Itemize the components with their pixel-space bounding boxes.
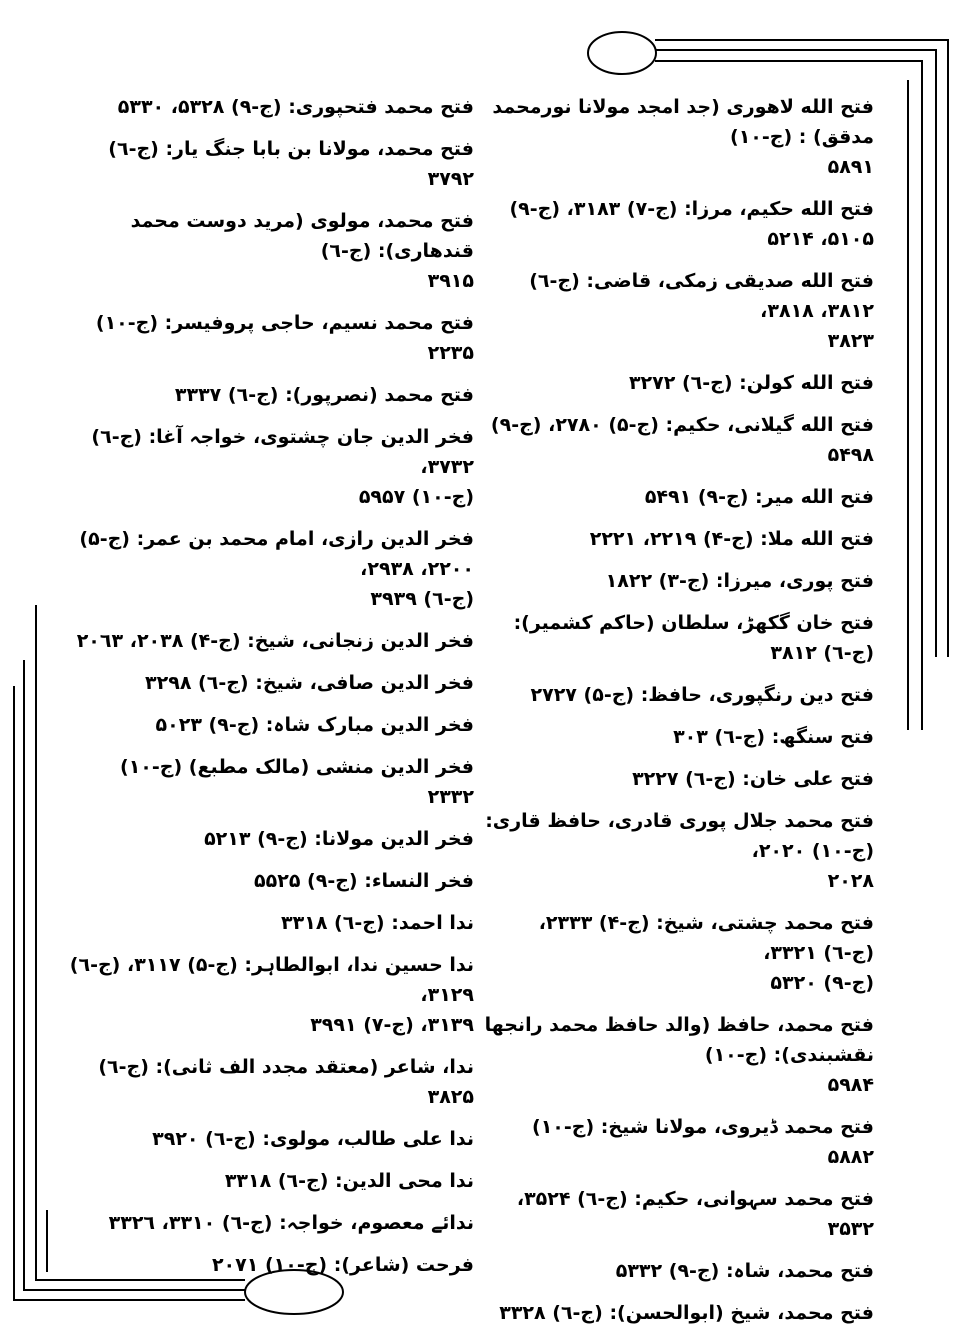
index-entry [69,422,474,512]
entry-pages: (ج-١٠) ۵٩۵٧ [358,486,474,508]
entry-volume-ref: (ج-١٠) [704,1044,768,1066]
entry-name: فتح سنگھ: [771,726,874,748]
index-entry [69,206,474,296]
entry-name: فتح محمد (نصرپور): [285,384,474,406]
entry-volume-ref: (ج-٩) ۵۴٩١ [644,486,749,508]
entry-pages: ٣٨٢٣ [827,330,874,352]
index-entry [69,824,474,854]
entry-name: فتح علی خان: [742,768,874,790]
index-entry [69,1124,474,1154]
entry-volume-ref: (ج-٦) ٣٨٢۵ [98,1056,474,1108]
entry-name: ندا احمد: [391,912,474,934]
entry-name: ندا، شاعر (معتقد مجدد الف ثانی): [155,1056,474,1078]
entry-name: فتح محمد سہوانی، حکیم: [634,1188,874,1210]
index-entry [69,668,474,698]
entry-name: ندا حسین ندا، ابوالطاہر: [244,954,474,976]
index-entry [484,410,874,470]
index-entry [69,908,474,938]
entry-volume-ref: (ج-٦) ٣٣١٨ [224,1170,329,1192]
entry-name: فتح الله گیلانی، حکیم: [665,414,874,436]
entry-name: فخر الدین مبارک شاہ: [265,714,474,736]
entry-volume-ref: (ج-١٠) [730,126,793,148]
index-entry [484,92,874,182]
entry-volume-ref: (ج-٦) ٣٨١٢ [770,642,874,664]
index-entry [69,1166,474,1196]
entry-name: فتح الله صدیقی زمکی، قاضی: [586,270,874,292]
entry-name: ندا علی طالب، مولوی: [262,1128,474,1150]
index-entry [69,752,474,812]
entry-name: فرحت (شاعر): [333,1254,474,1276]
index-entry [69,134,474,194]
entry-volume-ref: (ج-۵) ٢٧٢٧ [530,684,635,706]
entry-volume-ref: (ج-٣) ١٨٢٢ [605,570,710,592]
entry-volume-ref: (ج-٦) ٣٣٢٨ [499,1302,603,1324]
entry-pages: ٣٩١۵ [427,270,474,292]
entry-name: فتح پوری، میرزا: [715,570,874,592]
entry-volume-ref: (ج-١٠) ۵٨٨٢ [532,1116,874,1168]
entry-name: فتح محمد فتحپوری: [288,96,474,118]
entry-volume-ref: (ج-٧) ٣١٨٣، (ج-٩) ۵١٠۵، ۵٢١۴ [509,198,874,250]
top-oval-ornament [588,32,656,74]
entry-name: فتح دین رنگپوری، حافظ: [640,684,874,706]
index-entry [484,524,874,554]
index-entry [484,194,874,254]
index-entry [484,482,874,512]
entry-name: فتح محمد، مولانا بن بابا جنگ یار: [165,138,474,160]
entry-volume-ref: (ج-۴) ٢٠٣٨، ٢٠٦٣ [76,630,241,652]
index-entry [69,950,474,1040]
entry-name: فتح محمد چشتی، شیخ: [656,912,874,934]
entry-name: فخر الدین صافی، شیخ: [255,672,474,694]
entry-name: فخر الدین جان چشتوی، خواجہ آغا: [148,426,474,448]
entry-name: فخر النساء: [364,870,474,892]
entry-volume-ref: (ج-٩) ۵٠٢٣ [155,714,260,736]
index-column-right [484,92,874,1340]
index-entry [69,866,474,896]
entry-name: فخر الدین منشی (مالک مطبع) [188,756,474,778]
entry-name: فتح خان گکھڑ، سلطان (حاکم کشمیر): [513,612,874,634]
entry-volume-ref: (ج-٦) ٣٧٣٢، [91,426,474,478]
entry-volume-ref: (ج-٦) ٣٠٣ [673,726,766,748]
entry-name: ندائے معصوم، خواجہ: [279,1212,474,1234]
entry-volume-ref: (ج-٦) ٣٧٩٢ [108,138,474,190]
index-entry [484,266,874,356]
entry-volume-ref: (ج-٩) ۵٣٣٢ [615,1260,720,1282]
entry-pages: (ج-٦) ٣٩٣٩ [370,588,474,610]
index-entry [69,380,474,410]
entry-volume-ref: (ج-٩) ۵٣٢٨، ۵٣٣٠ [117,96,282,118]
entry-name: فتح محمد، شیخ (ابوالحسن): [609,1302,874,1324]
index-entry [69,710,474,740]
entry-name: فتح الله ملا: [760,528,874,550]
entry-name: فتح الله حکیم، مرزا: [684,198,874,220]
entry-volume-ref: (ج-٦) ٣٣١٨ [281,912,385,934]
entry-volume-ref: (ج-۴) ٢٢١٩، ٢٢٢١ [589,528,754,550]
index-entry [69,92,474,122]
entry-name: فتح محمد ڈیروی، مولانا شیخ: [600,1116,874,1138]
entry-volume-ref: (ج-٩) ۵۵٢۵ [254,870,358,892]
entry-pages: ٢٠٢٨ [827,870,874,892]
index-column-left [69,92,474,1292]
entry-name: فخر الدین زنجانی، شیخ: [247,630,474,652]
entry-name: فتح محمد، حافظ (والد حافظ محمد رانجھا نقشبندی): [484,1014,874,1066]
index-entry [484,806,874,896]
index-entry [484,1112,874,1172]
entry-volume-ref: (ج-٦) ٣٢٧٢ [628,372,733,394]
entry-volume-ref: (ج-٦) ٣٩٢٠ [152,1128,256,1150]
entry-volume-ref: (ج-٦) ٣۵٢۴، ٣۵٣٢ [516,1188,874,1240]
entry-volume-ref: (ج-١٠) ٢٠٧١ [211,1254,328,1276]
entry-volume-ref: (ج-٦) ٣٣١٠، ٣٣٢٦ [108,1212,273,1234]
entry-volume-ref: (ج-۵) ٢٧٨٠، (ج-٩) ۵۴٩٨ [490,414,874,466]
index-entry [484,1298,874,1328]
entry-volume-ref: (ج-۵) ٢٢٠٠، ٢٩٣٨، [79,528,474,580]
entry-name: فخر الدین مولانا: [314,828,474,850]
entry-pages: ۵٩٨۴ [827,1074,874,1096]
index-entry [69,1052,474,1112]
entry-name: فتح الله لاهوری (جد امجد مولانا نورمحمد مدقق) : [492,96,874,148]
entry-volume-ref: (ج-۵) ٣١١٧، (ج-٦) ٣١٢٩، [69,954,474,1006]
index-entry [484,1184,874,1244]
index-entry [484,908,874,998]
index-entry [69,308,474,368]
index-entry [484,1256,874,1286]
entry-name: فتح محمد جلال پوری قادری، حافظ قاری: [485,810,874,832]
index-entry [484,608,874,668]
entry-pages: ۵۸۹۱ [827,156,874,178]
index-entry [484,566,874,596]
index-entry [69,626,474,656]
entry-name: فتح محمد، مولوی (مرید دوست محمد قندھاری): [130,210,474,262]
entry-volume-ref: (ج-٦) ٣٢٢٧ [632,768,736,790]
index-entry [484,368,874,398]
entry-name: فتح محمد نسیم، حاجی پروفیسر: [164,312,474,334]
entry-volume-ref: (ج-١٠) ٢٣٣٢ [120,756,474,808]
entry-name: فتح محمد، شاہ: [725,1260,874,1282]
entry-volume-ref: (ج-٦) ٣٨١٢، ٣٨١٨، [529,270,874,322]
entry-volume-ref: (ج-٦) ٣٣٣٧ [174,384,279,406]
entry-pages: ٣١٣٩، (ج-٧) ٣٩٩١ [310,1014,474,1036]
index-entry [69,524,474,614]
entry-name: فخر الدین رازی، امام محمد بن عمر: [136,528,474,550]
entry-volume-ref: (ج-١٠) ٢٢٣۵ [95,312,474,364]
index-entry [484,680,874,710]
entry-volume-ref: (ج-٦) [320,240,372,262]
entry-volume-ref: (ج-٦) ٣٢٩٨ [145,672,249,694]
entry-name: فتح الله کولن: [739,372,874,394]
index-entry [484,764,874,794]
entry-name: فتح الله میر: [755,486,874,508]
index-entry [484,722,874,752]
entry-pages: (ج-٩) ۵٣٢٠ [770,972,874,994]
entry-volume-ref: (ج-٩) ۵٢١٣ [204,828,308,850]
index-entry [484,1010,874,1100]
index-entry [69,1208,474,1238]
entry-volume-ref: (ج-۴) ٢٣٣٣، (ج-٦) ٣٣٢١، [538,912,874,964]
index-entry [69,1250,474,1280]
entry-name: ندا محی الدین: [335,1170,474,1192]
entry-volume-ref: (ج-١٠) ٢٠٢٠، [751,840,874,862]
